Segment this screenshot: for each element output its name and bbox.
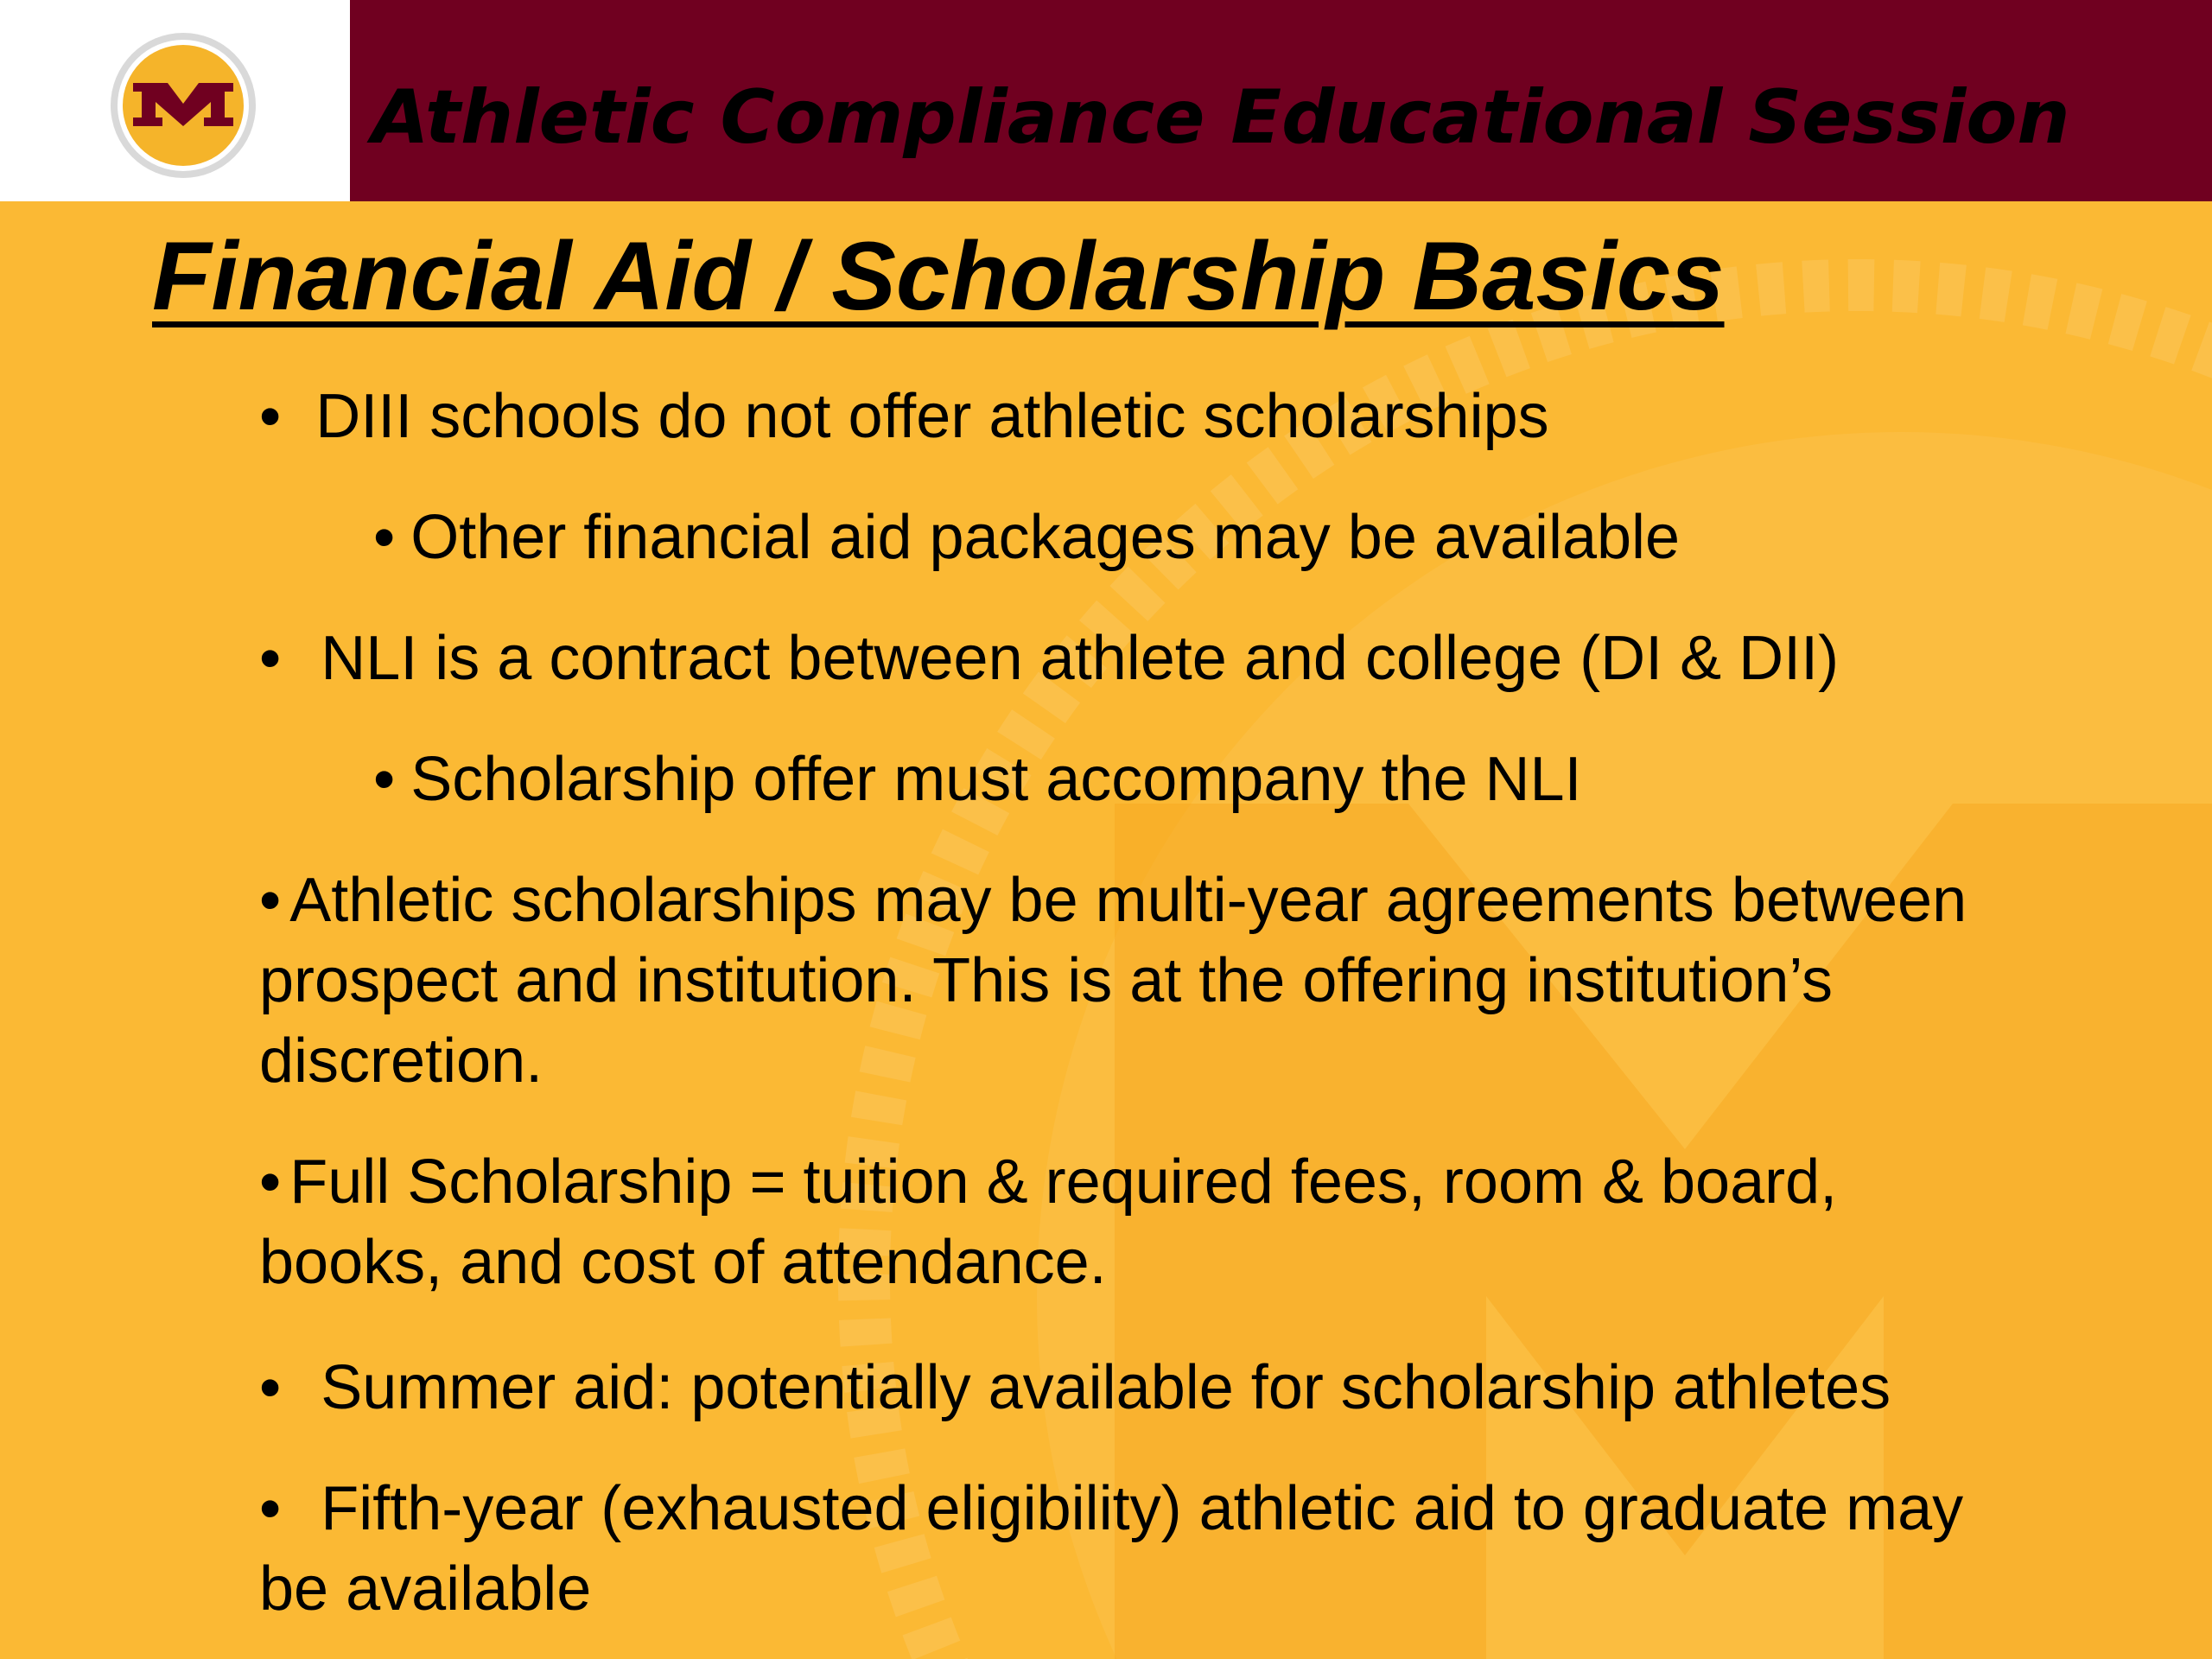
bullet-marker: • [373, 503, 396, 572]
session-title: Athletic Compliance Educational Session [372, 74, 2070, 161]
bullet-item [259, 1348, 1891, 1428]
bullet-marker: • [373, 745, 396, 814]
bullet-text: DIII schools do not offer athletic scholarships [315, 382, 1549, 451]
sub-bullet-item [373, 740, 1582, 820]
university-block-m-logo-icon [109, 31, 257, 180]
bullet-marker: • [259, 1474, 282, 1543]
bullet-item [259, 377, 1549, 457]
bullet-text: Athletic scholarships may be multi-year agreements between prospect and institution. This is at the offering institution’s discretion. [259, 866, 1967, 1096]
bullet-text: Full Scholarship = tuition & required fees, room & board, books, and cost of attendance. [259, 1147, 1838, 1297]
bullet-item [259, 861, 1970, 1102]
slide-title: Financial Aid / Scholarship Basics [152, 222, 1725, 330]
bullet-text: Scholarship offer must accompany the NLI [410, 745, 1582, 814]
bullet-text: Fifth-year (exhausted eligibility) athletic aid to graduate may be available [259, 1474, 1964, 1624]
bullet-marker: • [259, 382, 282, 451]
bullet-item [259, 1142, 2022, 1303]
bullet-item [259, 1469, 2005, 1630]
bullet-marker: • [259, 1147, 282, 1217]
sub-bullet-item [373, 498, 1680, 578]
bullet-text: Other financial aid packages may be available [410, 503, 1681, 572]
bullet-marker: • [259, 866, 282, 935]
bullet-marker: • [259, 1353, 282, 1422]
bullet-text: Summer aid: potentially available for scholarship athletes [321, 1353, 1891, 1422]
bullet-item [259, 619, 1839, 699]
bullet-text: NLI is a contract between athlete and college (DI & DII) [321, 624, 1840, 693]
bullet-marker: • [259, 624, 282, 693]
